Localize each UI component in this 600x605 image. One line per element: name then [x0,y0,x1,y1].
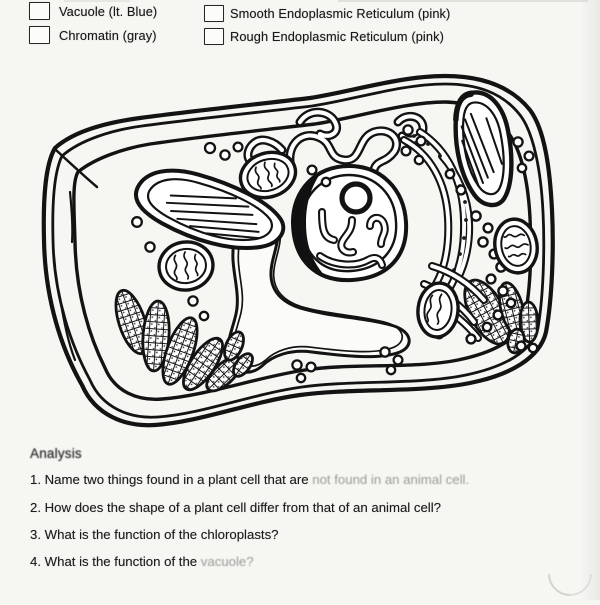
vacuole-checkbox[interactable] [29,2,50,20]
mitochondrion-bottom [415,281,460,339]
analysis-heading: Analysis [30,446,82,461]
analysis-question-2: 2. How does the shape of a plant cell differ from that of an animal cell? [30,500,442,515]
smooth-er-checkbox[interactable] [204,5,224,22]
analysis-question-1: 1. Name two things found in a plant cell that are not found in an animal cell. [30,472,470,487]
smooth-er-label: Smooth Endoplasmic Reticulum (pink) [230,6,451,21]
nucleolus [342,184,370,212]
scan-artifact [338,0,588,2]
rough-er-label: Rough Endoplasmic Reticulum (pink) [230,29,444,44]
color-key-column-left [29,2,157,44]
vacuole-label: Vacuole (lt. Blue) [59,3,158,19]
chromatin-label: Chromatin (gray) [59,27,157,43]
analysis-section [30,446,575,569]
mitochondrion-left [156,238,216,293]
key-row-smooth-er [204,5,450,22]
key-row-rough-er [204,28,450,45]
nucleus [292,166,406,280]
analysis-question-4: 4. What is the function of the vacuole? [30,554,254,569]
key-row-chromatin [29,26,157,44]
golgi-body-left [109,287,256,397]
key-row-vacuole [29,2,157,20]
plant-cell-diagram [0,70,600,444]
faded-text: vacuole? [197,554,254,569]
color-key-column-right [204,5,450,45]
analysis-question-3: 3. What is the function of the chloroplasts? [30,527,279,542]
chromatin-checkbox[interactable] [29,26,50,44]
rough-er-checkbox[interactable] [204,28,224,45]
faded-text: not found in an animal cell. [308,472,470,487]
page-curl-mark [539,543,600,605]
